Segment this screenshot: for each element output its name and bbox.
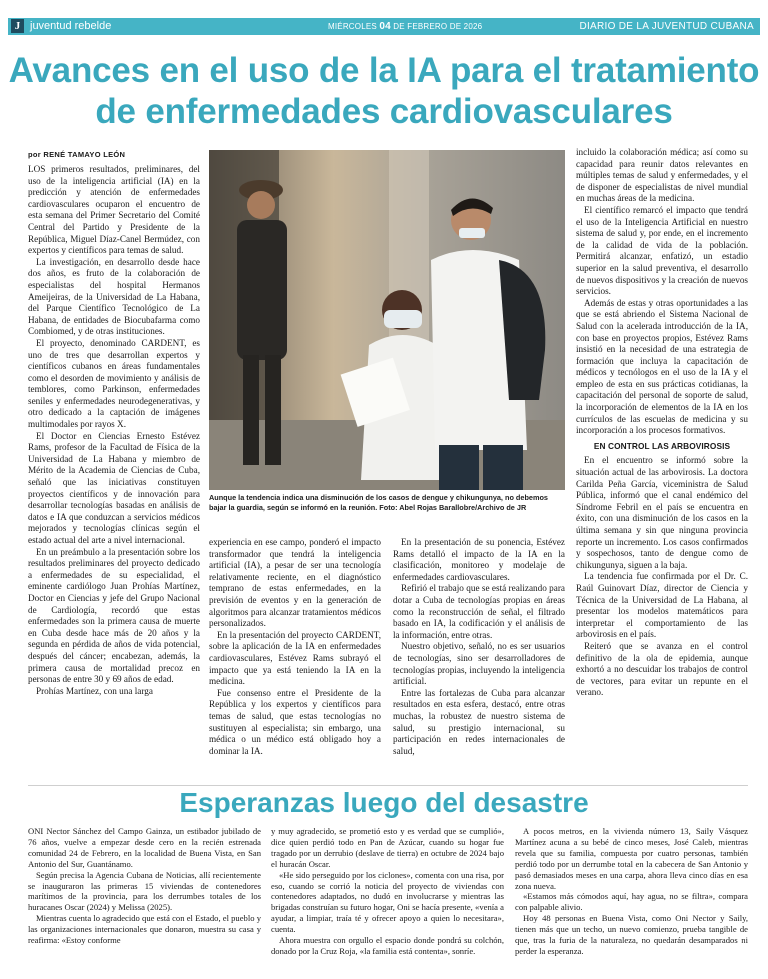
- issue-date: [328, 20, 482, 33]
- paragraph: En la presentación de su ponencia, Estévez Rams detalló el impacto de la IA en la clasificación, monitoreo y modelaje de enfermedades cardiovasculares.: [393, 537, 565, 582]
- article-column-4: [576, 147, 748, 699]
- paragraph: Fue consenso entre el Presidente de la República y los expertos y científicos para temas de salud, que estas tecnologías no sustituyen al especialista; sin embargo, una médica o un médico está obligado hoy a dominar la IA.: [209, 687, 381, 756]
- newspaper-name: juventud rebelde: [30, 20, 112, 32]
- paragraph: El científico remarcó el impacto que tendrá el uso de la Inteligencia Artificial en nuestro sistema de salud y, por ende, en el incremento de la calidad de vida de la población. Permitirá alcanzar, enfatizó, un estadio superior en la salud preventiva, el desarrollo de nuevos dispositivos y la creación de nuevos servicios.: [576, 204, 748, 297]
- paragraph: experiencia en ese campo, ponderó el impacto transformador que tendrá la inteligencia artificial (IA), a pesar de ser una tecnología relativamente reciente, en el diagnóstico temprano de estas enfermedades, en la previsión de eventos y en la generación de algoritmos para alcanzar tratamientos médicos personalizados.: [209, 537, 381, 629]
- headline-line-2: de enfermedades cardiovasculares: [95, 92, 673, 131]
- article-column-1: [28, 164, 200, 697]
- paragraph: Refirió el trabajo que se está realizando para dotar a Cuba de tecnologías propias en áreas como la reconstrucción de señal, el filtrado basado en IA, la codificación y el análisis de la información, entre otras.: [393, 583, 565, 640]
- paragraph: Prohías Martínez, con una larga: [36, 685, 153, 696]
- article-byline: por RENÉ TAMAYO LEÓN: [28, 150, 126, 159]
- paragraph: «He sido perseguido por los ciclones», comenta con una risa, por eso, cuando se corrió la noticia del proyecto de viviendas con contenedores adaptados, no dudó en involucrarse y mientras las brigadas construían su futuro hogar, Oni se hacía presente, «venía a ayudar, a limpiar, traía té y ofrecer apoyo a quien lo necesitara», cuenta.: [271, 869, 504, 935]
- paragraph: Según precisa la Agencia Cubana de Noticias, allí recientemente se inauguraron las primeras 15 viviendas de contenedores marítimos de la provincia, para los derrumbes totales de los huracanes Oscar (2024) y Melissa (2025).: [28, 869, 261, 913]
- issue-date-prefix: MIÉRCOLES: [328, 22, 380, 31]
- article-photo: [209, 150, 565, 490]
- newspaper-logo-icon: J: [11, 19, 24, 33]
- article-column-2: [209, 537, 381, 757]
- paragraph: Hoy 48 personas en Buena Vista, como Oni Nector y Saily, tienen más que un techo, un nuevo comienzo, prueba tangible de que, tras la furia de la naturaleza, no quedarán desamparados ni perder la esperanza.: [515, 913, 748, 956]
- paragraph: En el encuentro se informó sobre la situación actual de las arbovirosis. La doctora Carilda Peña García, viceministra de Salud Pública, informó que el canal endémico del Síndrome Febril en el país se encuentra en éxito, con una disminución de los casos en la última semana y sin que ninguna provincia reporte un incremento. Los casos confirmados y sospechosos, tanto de dengue como de chikungunya, siguen a la baja.: [576, 455, 748, 570]
- paragraph: Mientras cuenta lo agradecido que está con el Estado, el pueblo y las organizaciones internacionales que donaron, muestra su casa y reafirma: «Estoy conforme: [28, 913, 261, 946]
- paragraph: Ahora muestra con orgullo el espacio donde pondrá su colchón, donado por la Cruz Roja, «la familia está contenta», sonríe.: [271, 935, 504, 956]
- photo-illustration: [209, 150, 565, 490]
- paragraph: En la presentación del proyecto CARDENT, sobre la aplicación de la IA en enfermedades cardiovasculares, Estévez Rams subrayó el impacto que ya está teniendo la IA en la medicina.: [209, 629, 381, 687]
- article2-headline: Esperanzas luego del desastre: [179, 787, 589, 818]
- paragraph: Además de estas y otras oportunidades a las que se está abriendo el Sistema Nacional de Salud con la acelerada introducción de la IA, con base en proyectos propios, Estévez Rams insistió en la necesidad de una estrategia de formación que incluya la capacitación de médicos y tecnólogos en el uso de la IA y el empleo de esta en sus prácticas cotidianas, la capacitación del personal de soporte de salud, la incorporación de elementos de la IA en los currículos de las escuelas de medicina y su incorporación a los procesos formativos.: [576, 297, 748, 436]
- article-column-3: [393, 537, 565, 757]
- masthead-bar: [8, 18, 760, 35]
- paragraph: La investigación, en desarrollo desde hace dos años, es fruto de la colaboración de especialistas del hospital Hermanos Ameijeiras, de la Universidad de La Habana, del Parque Científico Tecnológico de La Habana, de entidades de Biocubafarma como Combiomed, y de otras instituciones.: [28, 256, 200, 337]
- paragraph: Entre las fortalezas de Cuba para alcanzar resultados en esta esfera, destacó, entre otras muchas, la robustez de nuestro sistema de salud, su prestigio internacional, su participación en redes internacionales de salud,: [393, 687, 565, 756]
- issue-date-suffix: DE FEBRERO DE 2026: [390, 22, 483, 31]
- section-subhead: EN CONTROL LAS ARBOVIROSIS: [593, 440, 731, 451]
- issue-date-day: 04: [379, 21, 391, 32]
- paragraph: En un preámbulo a la presentación sobre los resultados preliminares del proyecto dedicado a enfermedades de su especialidad, el eminente cardiólogo Juan Prohías Martínez, Doctor en Ciencias y jefe del Grupo Nacional de Cardiología, recordó que estas enfermedades son la primera causa de muerte en Cuba desde hace más de 20 años y la segunda en pérdida de años de vida potencial, después del cáncer; encabezan, además, la primera causa de mortalidad precoz en personas de entre 30 y 69 años de edad.: [28, 546, 200, 685]
- paragraph: LOS primeros resultados, preliminares, del uso de la inteligencia artificial (IA) en la predicción y atención de enfermedades cardiovasculares ocuparon el encuentro de esta semana del Primer Secretario del Comité Central del Partido y Presidente de la República, Miguel Díaz-Canel Bermúdez, con expertos y científicos para temas de salud.: [28, 164, 200, 256]
- paragraph: El proyecto, denominado CARDENT, es uno de tres que desarrollan expertos y científicos cubanos en áreas fundamentales como el desorden de movimiento y análisis de temblores, como Parkinson, enfermedades seniles y enfermedades neurodegenerativas, y otro dedicado a la captación de imágenes multimodales por rayos X.: [28, 337, 200, 430]
- paragraph: Reiteró que se avanza en el control definitivo de la ola de epidemia, aunque exhortó a no descuidar los trabajos de control de vectores, para evitar un repunte en el verano.: [576, 640, 748, 698]
- article2-column-1: [28, 826, 261, 946]
- paragraph: La tendencia fue confirmada por el Dr. C. Raúl Guinovart Díaz, director de Ciencia y Técnica de la Universidad de La Habana, al presentar los modelos matemáticos para interpretar el comportamiento de las arbovirosis en el país.: [576, 571, 748, 640]
- photo-caption: Aunque la tendencia indica una disminución de los casos de dengue y chikungunya, no debemos bajar la guardia, según se informó en la reunión. Foto: Abel Rojas Barallobre/Archivo de JR: [209, 493, 548, 513]
- article2-column-3: [515, 826, 748, 957]
- paragraph: El Doctor en Ciencias Ernesto Estévez Rams, profesor de la Facultad de Física de la Universidad de La Habana y miembro de Mérito de la Academia de Ciencias de Cuba, señaló que las iniciativas constituyen proyectos científicos y de innovación para desarrollar tecnologías basadas en análisis de datos e IA que conduzcan a servicios médicos mejorados y tecnologías clínicas según el estado actual del arte a nivel internacional.: [28, 430, 200, 545]
- article-headline: [0, 50, 768, 132]
- paragraph: y muy agradecido, se prometió esto y es verdad que se cumplió», dice quien perdió todo en Pan de Azúcar, cuando su hogar fue tragado por un derrubio (deslave de tierra) en octubre de 2024 bajo el huracán Oscar.: [271, 826, 504, 869]
- article2-column-2: [271, 826, 504, 957]
- paragraph: A pocos metros, en la vivienda número 13, Saily Vásquez Martínez acuna a su bebé de cinco meses, José Caleb, mientras revela que su familia, compuesta por cuatro personas, también perdió todo por un derrumbe total en la cabecera de San Antonio y pasó demasiados meses en una carpa, ahora lleva cinco días en esa zona nueva.: [515, 826, 748, 891]
- paragraph: Nuestro objetivo, señaló, no es ser usuarios de tecnologías, sino ser desarrolladores de tecnologías propias, incluyendo la inteligencia artificial.: [393, 641, 565, 687]
- paragraph: ONI Nector Sánchez del Campo Gainza, un estibador jubilado de 76 años, vuelve a empezar desde cero en la recién estrenada comunidad 24 de Febrero, en la localidad de Buena Vista, en San Antonio del Sur, Guantánamo.: [28, 826, 261, 869]
- headline-line-1: Avances en el uso de la IA para el tratamiento: [8, 51, 760, 90]
- newspaper-tagline: DIARIO DE LA JUVENTUD CUBANA: [579, 21, 754, 32]
- paragraph: incluido la colaboración médica; así como su capacidad para reunir datos relevantes en múltiples temas de salud y enfermedades, y el de disponer de especialistas de nivel mundial en muchas áreas de la medicina.: [576, 147, 748, 204]
- paragraph: «Estamos más cómodos aquí, hay agua, no se filtra», compara con palpable alivio.: [515, 891, 748, 913]
